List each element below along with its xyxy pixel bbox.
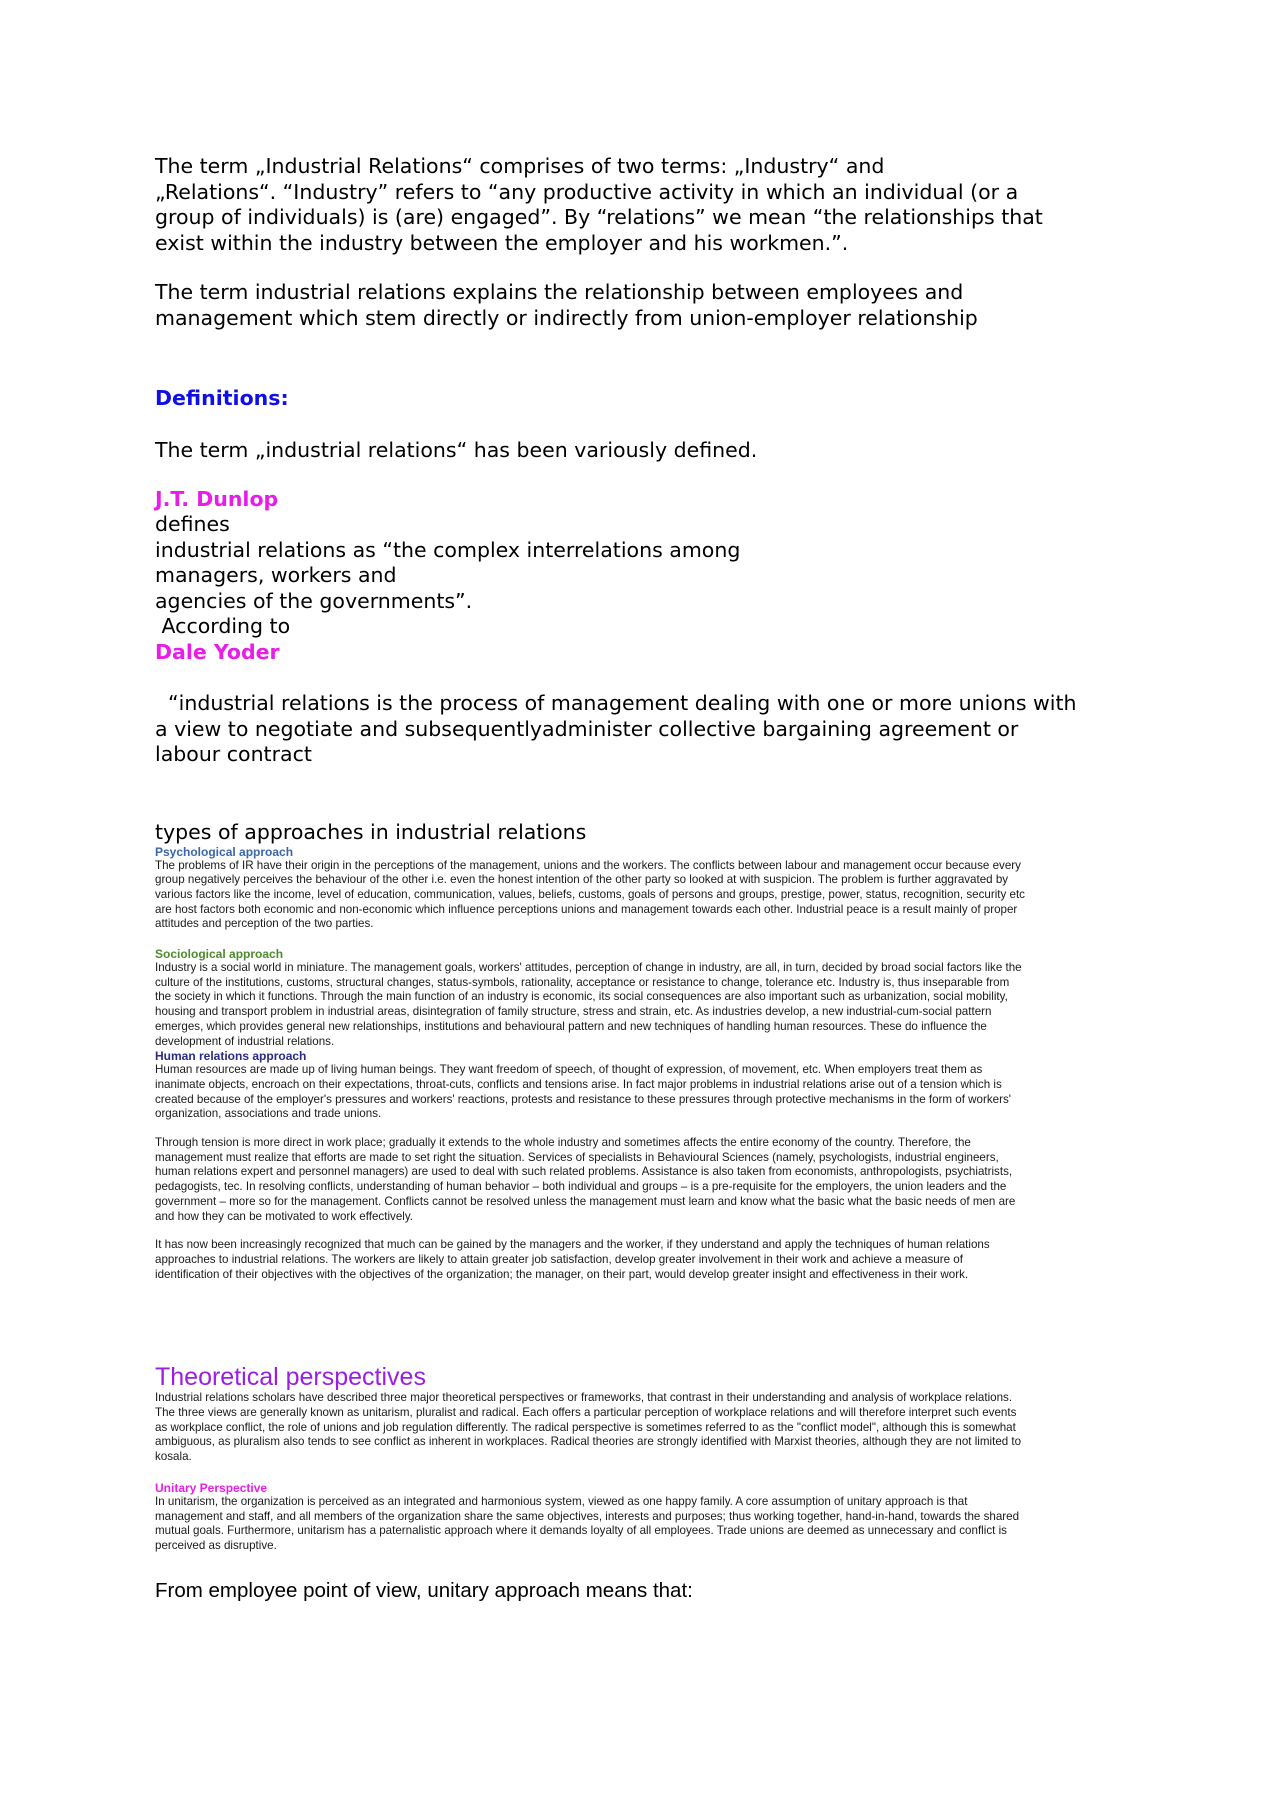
text-line: Industry is a social world in miniature. The management goals, workers' attitudes, perception of change in industry, are all, in turn, decided by broad social factors like the bbox=[155, 961, 1022, 975]
text-line: The problems of IR have their origin in the perceptions of the management, unions and the workers. The conflicts between labour and management occur because every bbox=[155, 858, 1021, 872]
text-line: housing and transport problem in industrial areas, disintegration of family structure, stress and strain, etc. As industries develop, a new industrial-cum-social pattern bbox=[155, 1005, 992, 1019]
text-line: group negatively perceives the behaviour of the other i.e. even the honest intention of the other party so looked at with suspicion. The problem is further aggravated by bbox=[155, 873, 1009, 887]
human-relations-paragraph-2 bbox=[155, 1136, 1135, 1224]
text-line: Industrial relations scholars have described three major theoretical perspectives or frameworks, that contrast in their understanding and analysis of workplace relations. bbox=[155, 1391, 1013, 1405]
yoder-definition bbox=[155, 691, 1135, 768]
text-line: identification of their objectives with the objectives of the organization; the manager, on their part, would develop greater insight and effectiveness in their work. bbox=[155, 1267, 969, 1281]
definitions-heading: Definitions: bbox=[155, 386, 289, 410]
text-line: culture of the institutions, customs, structural changes, status-symbols, rationality, acceptance or resistance to change, tolerance etc. Industry is, thus inseparable from bbox=[155, 975, 1010, 989]
text-line: attitudes and perception of the two parties. bbox=[155, 917, 374, 931]
text-line: It has now been increasingly recognized that much can be gained by the managers and the worker, if they understand and apply the techniques of human relations bbox=[155, 1238, 990, 1252]
human-relations-paragraph-1 bbox=[155, 1063, 1135, 1122]
text-line: the society in which it functions. Through the main function of an industry is economic, its social consequences are also important such as urbanization, social mobility, bbox=[155, 990, 1008, 1004]
text-line: “industrial relations is the process of management dealing with one or more unions with bbox=[155, 691, 1077, 715]
text-line: a view to negotiate and subsequentlyadminister collective bargaining agreement or bbox=[155, 716, 1019, 741]
intro-paragraph-1 bbox=[155, 154, 1135, 256]
sociological-approach-heading: Sociological approach bbox=[155, 947, 284, 962]
yoder-name: Dale Yoder bbox=[155, 639, 280, 664]
text-line: Human resources are made up of living human beings. They want freedom of speech, of thought of expression, of movement, etc. When employers treat them as bbox=[155, 1063, 983, 1077]
definitions-lead: The term „industrial relations“ has been variously defined. bbox=[155, 438, 758, 462]
intro-paragraph-2 bbox=[155, 280, 1135, 331]
text-line: human relations expert and personnel managers) are used to deal with such related problems. Assistance is also taken from economists, anthropologists, psychiatrists, bbox=[155, 1165, 1013, 1179]
text-line: inanimate objects, encroach on their expectations, throat-cuts, conflicts and tensions arise. In fact major problems in industrial relations arise out of a tension which is bbox=[155, 1077, 1002, 1091]
text-line: „Relations“. “Industry” refers to “any productive activity in which an individual (or a bbox=[155, 179, 1019, 204]
text-line: The term industrial relations explains the relationship between employees and bbox=[155, 280, 964, 304]
text-line: emerges, which provides general new relationships, institutions and behavioural pattern and new techniques of handling human resources. These do influence the bbox=[155, 1019, 987, 1033]
text-line: various factors like the income, level of education, communication, values, beliefs, customs, goals of persons and groups, prestige, power, status, recognition, security etc bbox=[155, 887, 1025, 901]
text-line: created because of the employer's pressures and workers' reactions, protests and resistance to these pressures through protective mechanisms in the form of workers' bbox=[155, 1092, 1011, 1106]
text-line: industrial relations as “the complex interrelations among bbox=[155, 537, 741, 562]
text-line: agencies of the governments”. bbox=[155, 588, 473, 613]
text-line: Through tension is more direct in work place; gradually it extends to the whole industry and sometimes affects the entire economy of the country. Therefore, the bbox=[155, 1136, 971, 1150]
text-line: and how they can be motivated to work effectively. bbox=[155, 1209, 413, 1223]
text-line: defines bbox=[155, 512, 230, 536]
text-line: The three views are generally known as unitarism, pluralist and radical. Each offers a particular perception of workplace relations and will therefore interpret such events bbox=[155, 1406, 1017, 1420]
sociological-approach-body bbox=[155, 961, 1135, 1049]
text-line: mutual goals. Furthermore, unitarism has a paternalistic approach where it demands loyalty of all employees. Trade unions are deemed as unnecessary and conflict is bbox=[155, 1524, 1007, 1538]
dunlop-definition bbox=[155, 512, 1135, 640]
text-line: organization, associations and trade unions. bbox=[155, 1107, 382, 1121]
approaches-title: types of approaches in industrial relations bbox=[155, 819, 587, 844]
text-line: managers, workers and bbox=[155, 563, 397, 587]
text-line: as workplace conflict, the role of unions and job regulation differently. The radical perspective is sometimes referred to as the "conflict model", although this is somewhat bbox=[155, 1420, 1016, 1434]
text-line: are host factors both economic and non-economic which influence perceptions unions and management towards each other. Industrial peace is a result mainly of proper bbox=[155, 902, 1018, 916]
text-line: pedagogists, tec. In resolving conflicts, understanding of human behavior – both individual and groups – is a pre-requisite for the employers, the union leaders and the bbox=[155, 1180, 1007, 1194]
theoretical-perspectives-body bbox=[155, 1391, 1135, 1465]
text-line: approaches to industrial relations. The workers are likely to attain greater job satisfaction, develop greater involvement in their work and achieve a measure of bbox=[155, 1252, 963, 1266]
text-line: perceived as disruptive. bbox=[155, 1539, 277, 1552]
text-line: management and staff, and all members of the organization share the same objectives, interests and purposes; thus working together, hand-in-hand, towards the shared bbox=[155, 1509, 1020, 1523]
text-line: development of industrial relations. bbox=[155, 1034, 335, 1048]
text-line: ambiguous, as pluralism also tends to see conflict as inherent in workplaces. Radical theories are strongly identified with Marxist theories, although they are not limited to bbox=[155, 1435, 1022, 1449]
text-line: government – more so for the management. Conflicts cannot be resolved unless the management must learn and know what the basic what the basic needs of men are bbox=[155, 1194, 1016, 1208]
text-line: The term „Industrial Relations“ comprises of two terms: „Industry“ and bbox=[155, 154, 885, 178]
unitary-perspective-body bbox=[155, 1495, 1135, 1554]
psychological-approach-heading: Psychological approach bbox=[155, 844, 294, 859]
dunlop-name: J.T. Dunlop bbox=[155, 486, 279, 511]
page-content bbox=[155, 154, 1135, 1603]
text-line: management which stem directly or indirectly from union-employer relationship bbox=[155, 305, 978, 330]
text-line: According to bbox=[155, 614, 291, 638]
employee-view-intro: From employee point of view, unitary approach means that: bbox=[155, 1578, 693, 1602]
unitary-perspective-heading: Unitary Perspective bbox=[155, 1480, 268, 1495]
text-line: group of individuals) is (are) engaged”. By “relations” we mean “the relationships that bbox=[155, 205, 1043, 229]
human-relations-approach-heading: Human relations approach bbox=[155, 1049, 307, 1064]
text-line: management must realize that efforts are made to set right the situation. Services of specialists in Behavioural Sciences (namely, psychologists, industrial engineers, bbox=[155, 1150, 999, 1164]
human-relations-paragraph-3 bbox=[155, 1238, 1135, 1282]
psychological-approach-body bbox=[155, 859, 1135, 933]
text-line: In unitarism, the organization is perceived as an integrated and harmonious system, viewed as one happy family. A core assumption of unitary approach is that bbox=[155, 1494, 968, 1508]
text-line: exist within the industry between the employer and his workmen.”. bbox=[155, 230, 849, 255]
text-line: kosala. bbox=[155, 1450, 192, 1464]
theoretical-perspectives-heading: Theoretical perspectives bbox=[155, 1363, 426, 1392]
text-line: labour contract bbox=[155, 742, 312, 766]
